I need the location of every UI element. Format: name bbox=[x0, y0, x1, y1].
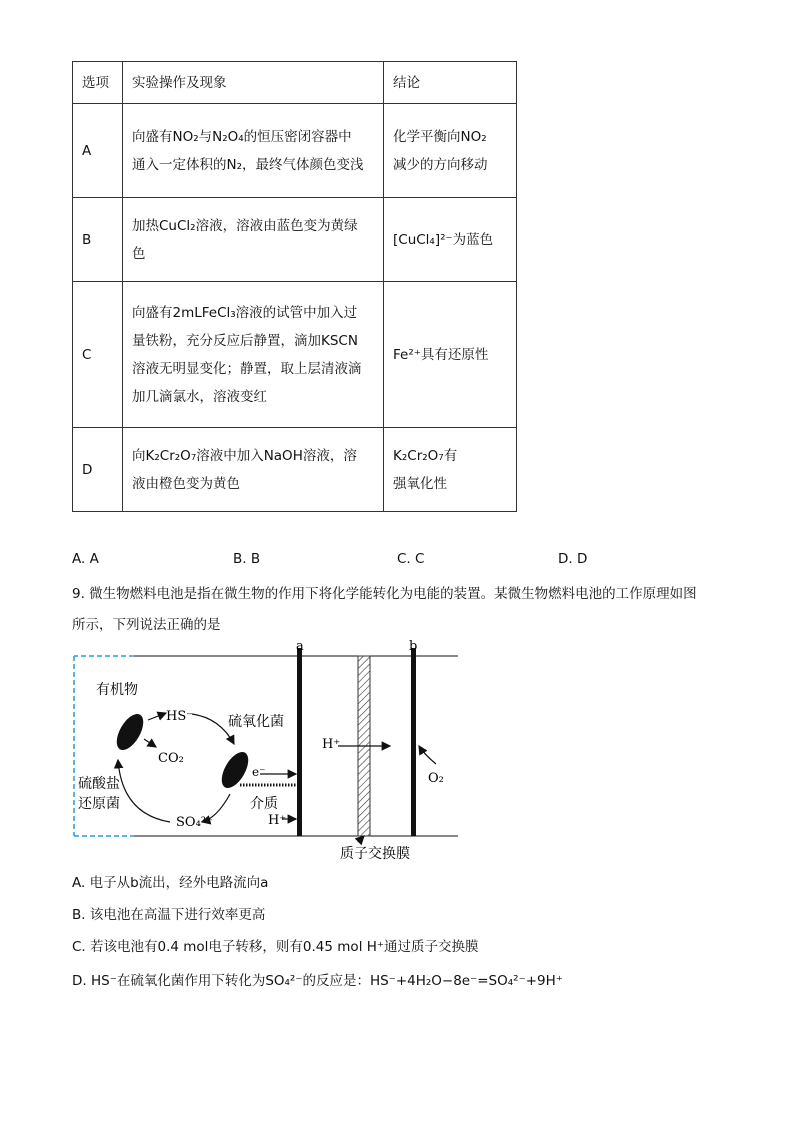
label-sulfur-bacteria: 硫氧化菌 bbox=[228, 714, 284, 730]
exp-line: 量铁粉，充分反应后静置，滴加KSCN bbox=[132, 332, 358, 349]
con-line: 化学平衡向NO₂ bbox=[393, 128, 487, 145]
row-option: A bbox=[73, 104, 123, 198]
row-experiment bbox=[123, 104, 384, 198]
label-medium: 介质 bbox=[250, 796, 278, 812]
label-sulfate-bacteria-1: 硫酸盐 bbox=[78, 776, 120, 792]
header-experiment: 实验操作及现象 bbox=[123, 62, 384, 104]
membrane-leader bbox=[358, 836, 364, 842]
header-option: 选项 bbox=[73, 62, 123, 104]
con-line: Fe²⁺具有还原性 bbox=[393, 346, 489, 363]
choice-c[interactable]: C. C bbox=[397, 551, 425, 567]
arrow-o2 bbox=[419, 746, 436, 764]
table-header-row bbox=[73, 62, 517, 104]
q8-choices bbox=[72, 551, 772, 571]
electrode-a bbox=[297, 648, 302, 836]
header-conclusion: 结论 bbox=[384, 62, 517, 104]
stem-line: 所示，下列说法正确的是 bbox=[72, 617, 221, 633]
choice-a[interactable]: A. A bbox=[72, 551, 99, 567]
q9-option-b[interactable]: B. 该电池在高温下进行效率更高 bbox=[72, 907, 266, 923]
label-electrode-b: b bbox=[409, 639, 418, 654]
table-row bbox=[73, 104, 517, 198]
choice-d[interactable]: D. D bbox=[558, 551, 588, 567]
exp-line: 加热CuCl₂溶液，溶液由蓝色变为黄绿 bbox=[132, 217, 358, 234]
exp-line: 向K₂Cr₂O₇溶液中加入NaOH溶液，溶 bbox=[132, 447, 357, 464]
table-row bbox=[73, 282, 517, 428]
choice-b[interactable]: B. B bbox=[233, 551, 261, 567]
row-experiment bbox=[123, 428, 384, 512]
label-o2: O₂ bbox=[428, 771, 444, 786]
q9-option-d[interactable]: D. HS⁻在硫氧化菌作用下转化为SO₄²⁻的反应是：HS⁻+4H₂O−8e⁻=SO₄²⁻+9H⁺ bbox=[72, 973, 563, 989]
label-h-plus-right: H⁺ bbox=[322, 737, 341, 752]
arrow-so4-to-bacteria bbox=[118, 760, 170, 822]
label-co2: CO₂ bbox=[158, 751, 184, 766]
exp-line: 向盛有2mLFeCl₃溶液的试管中加入过 bbox=[132, 304, 358, 321]
row-conclusion bbox=[384, 282, 517, 428]
arrow-to-hs bbox=[148, 713, 166, 720]
row-conclusion bbox=[384, 428, 517, 512]
label-h-plus-left: H⁺ bbox=[268, 813, 287, 828]
table-row bbox=[73, 428, 517, 512]
label-electron: e⁻ bbox=[252, 765, 266, 779]
exp-line: 通入一定体积的N₂，最终气体颜色变浅 bbox=[132, 156, 364, 173]
con-line: [CuCl₄]²⁻为蓝色 bbox=[393, 231, 494, 248]
label-sulfate-bacteria-2: 还原菌 bbox=[78, 796, 120, 812]
label-membrane: 质子交换膜 bbox=[340, 846, 410, 862]
row-experiment bbox=[123, 198, 384, 282]
row-conclusion bbox=[384, 198, 517, 282]
row-conclusion bbox=[384, 104, 517, 198]
bacteria-cell-1 bbox=[111, 710, 148, 755]
q9-option-a[interactable]: A. 电子从b流出，经外电路流向a bbox=[72, 875, 269, 891]
row-option: D bbox=[73, 428, 123, 512]
stem-line: 9. 微生物燃料电池是指在微生物的作用下将化学能转化为电能的装置。某微生物燃料电池的工作原理如图 bbox=[72, 586, 697, 602]
table-row bbox=[73, 198, 517, 282]
experiment-table bbox=[72, 61, 517, 512]
exp-line: 向盛有NO₂与N₂O₄的恒压密闭容器中 bbox=[132, 128, 352, 145]
exp-line: 色 bbox=[132, 245, 146, 262]
exp-line: 液由橙色变为黄色 bbox=[132, 475, 240, 492]
con-line: K₂Cr₂O₇有 bbox=[393, 447, 458, 464]
arrow-to-co2 bbox=[144, 739, 156, 747]
con-line: 强氧化性 bbox=[393, 475, 447, 492]
electrode-b bbox=[411, 648, 416, 836]
row-option: B bbox=[73, 198, 123, 282]
con-line: 减少的方向移动 bbox=[393, 156, 488, 173]
row-experiment bbox=[123, 282, 384, 428]
label-hs: HS⁻ bbox=[166, 709, 194, 724]
fuel-cell-diagram bbox=[72, 636, 472, 866]
label-so4: SO₄²⁻ bbox=[176, 815, 213, 830]
q9-stem bbox=[72, 579, 732, 641]
label-electrode-a: a bbox=[296, 639, 304, 654]
bacteria-cell-2 bbox=[216, 748, 253, 793]
exp-line: 溶液无明显变化；静置，取上层清液滴 bbox=[132, 360, 362, 377]
q9-option-c[interactable]: C. 若该电池有0.4 mol电子转移，则有0.45 mol H⁺通过质子交换膜 bbox=[72, 939, 479, 955]
row-option: C bbox=[73, 282, 123, 428]
exp-line: 加几滴氯水，溶液变红 bbox=[132, 388, 267, 405]
label-organic: 有机物 bbox=[96, 682, 138, 698]
